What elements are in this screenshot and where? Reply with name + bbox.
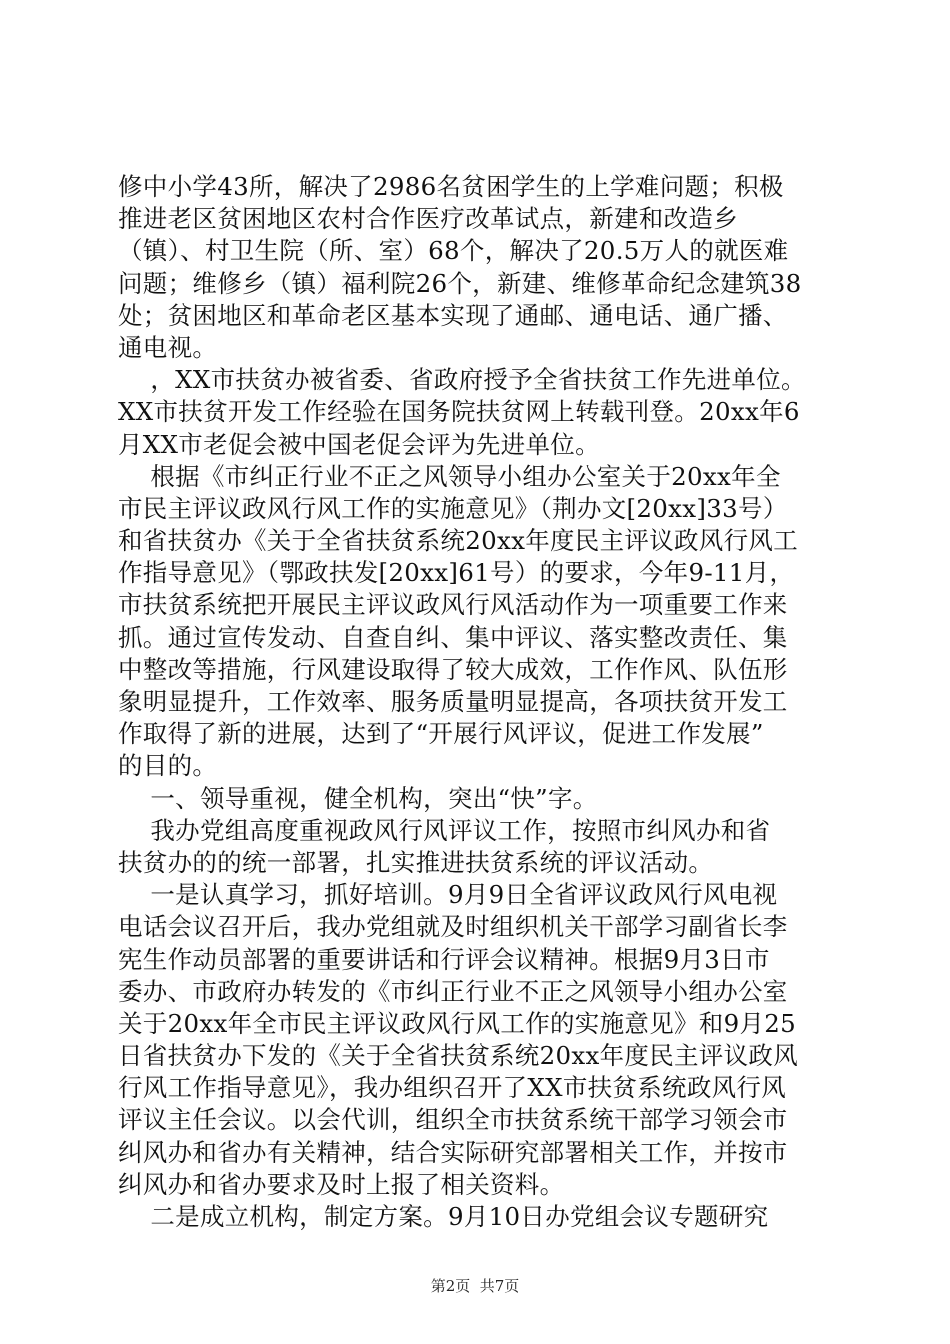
text-line: 的目的。 <box>118 751 218 781</box>
text-line: 根据《市纠正行业不正之风领导小组办公室关于20xx年全 <box>118 461 781 491</box>
text-line: 作取得了新的进展，达到了“开展行风评议，促进工作发展” <box>118 719 764 749</box>
text-line: 修中小学43所，解决了2986名贫困学生的上学难问题；积极 <box>118 172 784 201</box>
text-line: 一是认真学习，抓好培训。9月9日全省评议政风行风电视 <box>118 880 778 910</box>
page-footer: 第2页 共7页 <box>430 1277 520 1295</box>
text-line: 行风工作指导意见》，我办组织召开了XX市扶贫系统政风行风 <box>118 1073 787 1103</box>
text-line: 象明显提升，工作效率、服务质量明显提高，各项扶贫开发工 <box>118 687 788 716</box>
text-line: 推进老区贫困地区农村合作医疗改革试点，新建和改造乡 <box>118 204 738 234</box>
text-line: 和省扶贫办《关于全省扶贫系统20xx年度民主评议政风行风工 <box>118 526 799 556</box>
text-line: 扶贫办的的统一部署，扎实推进扶贫系统的评议活动。 <box>118 847 714 877</box>
text-line: 评议主任会议。以会代训，组织全市扶贫系统干部学习领会市 <box>118 1105 788 1135</box>
text-line: 市民主评议政风行风工作的实施意见》（荆办文[20xx]33号） <box>118 493 788 523</box>
text-line: 作指导意见》（鄂政扶发[20xx]61号）的要求，今年9-11月， <box>118 558 795 588</box>
text-line: 电话会议召开后，我办党组就及时组织机关干部学习副省长李 <box>118 912 788 942</box>
text-line: 关于20xx年全市民主评议政风行风工作的实施意见》和9月25 <box>118 1008 797 1038</box>
text-line: XX市扶贫开发工作经验在国务院扶贫网上转载刊登。20xx年6 <box>118 397 800 427</box>
text-line: 一、领导重视，健全机构，突出“快”字。 <box>118 783 598 813</box>
text-line: 我办党组高度重视政风行风评议工作，按照市纠风办和省 <box>118 815 771 845</box>
text-line: ，XX市扶贫办被省委、省政府授予全省扶贫工作先进单位。 <box>118 365 806 395</box>
text-line: 纠风办和省办要求及时上报了相关资料。 <box>118 1169 565 1199</box>
text-line: 处；贫困地区和革命老区基本实现了通邮、通电话、通广播、 <box>118 300 788 330</box>
text-line: 抓。通过宣传发动、自查自纠、集中评议、落实整改责任、集 <box>118 622 788 652</box>
document-body <box>118 171 848 1233</box>
text-line: 月XX市老促会被中国老促会评为先进单位。 <box>118 429 600 459</box>
text-line: 中整改等措施，行风建设取得了较大成效，工作作风、队伍形 <box>118 654 788 684</box>
text-line: 通电视。 <box>118 332 218 362</box>
text-line: （镇）、村卫生院（所、室）68个，解决了20.5万人的就医难 <box>118 236 789 266</box>
text-line: 市扶贫系统把开展民主评议政风行风活动作为一项重要工作来 <box>118 590 788 620</box>
text-line: 纠风办和省办有关精神，结合实际研究部署相关工作，并按市 <box>118 1137 788 1167</box>
text-line: 日省扶贫办下发的《关于全省扶贫系统20xx年度民主评议政风 <box>118 1041 799 1071</box>
text-line: 宪生作动员部署的重要讲话和行评会议精神。根据9月3日市 <box>118 944 770 974</box>
text-line: 二是成立机构，制定方案。9月10日办党组会议专题研究 <box>118 1202 769 1231</box>
text-line: 委办、市政府办转发的《市纠正行业不正之风领导小组办公室 <box>118 976 788 1006</box>
text-line: 问题；维修乡（镇）福利院26个，新建、维修革命纪念建筑38 <box>118 268 802 298</box>
